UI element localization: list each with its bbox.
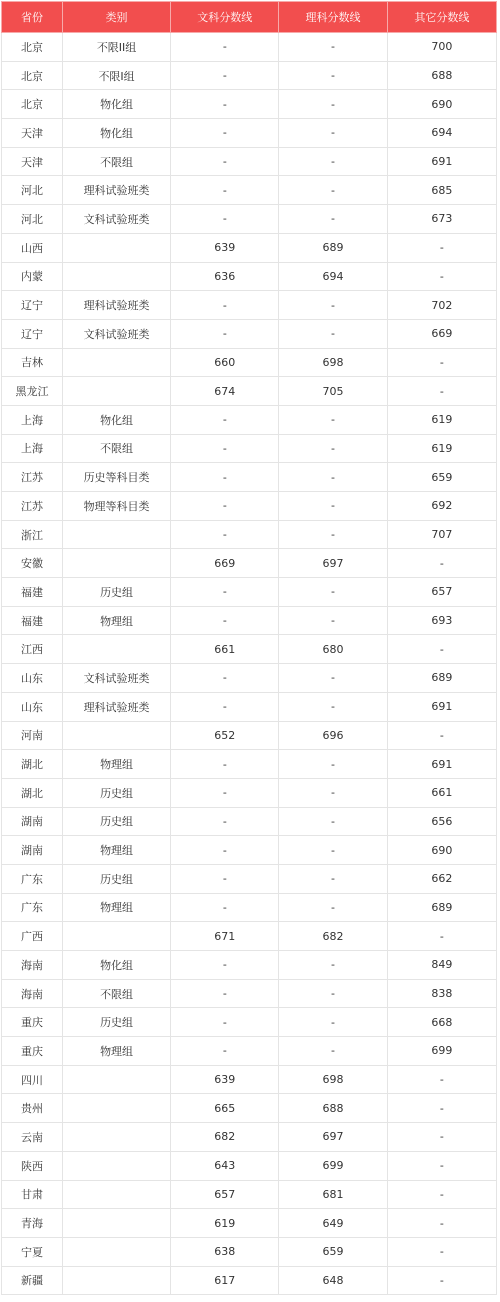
other-score-cell: -: [387, 1151, 496, 1180]
science-score-cell: -: [279, 807, 387, 836]
science-score-cell: 697: [279, 549, 387, 578]
other-score-cell: 692: [387, 492, 496, 521]
province-cell: 浙江: [2, 520, 63, 549]
arts-score-cell: -: [171, 33, 279, 62]
other-score-cell: -: [387, 721, 496, 750]
province-cell: 新疆: [2, 1266, 63, 1295]
table-row: [2, 61, 497, 90]
other-score-cell: 700: [387, 33, 496, 62]
category-cell: 历史组: [62, 578, 170, 607]
category-cell: [62, 262, 170, 291]
arts-score-cell: -: [171, 176, 279, 205]
other-score-cell: 693: [387, 606, 496, 635]
province-cell: 贵州: [2, 1094, 63, 1123]
science-score-cell: -: [279, 951, 387, 980]
score-table: [1, 1, 497, 1295]
table-row: [2, 549, 497, 578]
other-score-cell: 690: [387, 90, 496, 119]
other-score-cell: -: [387, 1123, 496, 1152]
science-score-cell: 682: [279, 922, 387, 951]
category-cell: 物理组: [62, 750, 170, 779]
other-score-cell: 699: [387, 1037, 496, 1066]
category-cell: [62, 1209, 170, 1238]
category-cell: [62, 1065, 170, 1094]
table-row: [2, 377, 497, 406]
province-cell: 北京: [2, 90, 63, 119]
table-row: [2, 578, 497, 607]
category-cell: 历史等科目类: [62, 463, 170, 492]
table-row: [2, 1237, 497, 1266]
table-body: [2, 33, 497, 1295]
province-cell: 宁夏: [2, 1237, 63, 1266]
other-score-cell: 689: [387, 893, 496, 922]
arts-score-cell: 619: [171, 1209, 279, 1238]
province-cell: 云南: [2, 1123, 63, 1152]
arts-score-cell: 617: [171, 1266, 279, 1295]
arts-score-cell: 669: [171, 549, 279, 578]
science-score-cell: -: [279, 578, 387, 607]
province-cell: 山东: [2, 664, 63, 693]
category-cell: [62, 1094, 170, 1123]
province-cell: 安徽: [2, 549, 63, 578]
arts-score-cell: -: [171, 606, 279, 635]
arts-score-cell: 643: [171, 1151, 279, 1180]
province-cell: 内蒙: [2, 262, 63, 291]
other-score-cell: 619: [387, 405, 496, 434]
table-row: [2, 348, 497, 377]
science-score-cell: -: [279, 664, 387, 693]
category-cell: [62, 1237, 170, 1266]
science-score-cell: 699: [279, 1151, 387, 1180]
category-cell: 历史组: [62, 807, 170, 836]
table-row: [2, 262, 497, 291]
category-cell: 物化组: [62, 90, 170, 119]
category-cell: 不限II组: [62, 33, 170, 62]
science-score-cell: -: [279, 119, 387, 148]
table-row: [2, 664, 497, 693]
province-cell: 天津: [2, 147, 63, 176]
other-score-cell: 694: [387, 119, 496, 148]
table-row: [2, 951, 497, 980]
table-row: [2, 1123, 497, 1152]
science-score-cell: -: [279, 492, 387, 521]
other-score-cell: 659: [387, 463, 496, 492]
province-cell: 河北: [2, 205, 63, 234]
province-cell: 河南: [2, 721, 63, 750]
province-cell: 北京: [2, 61, 63, 90]
province-cell: 湖南: [2, 807, 63, 836]
category-cell: 物化组: [62, 951, 170, 980]
province-cell: 黑龙江: [2, 377, 63, 406]
science-score-cell: -: [279, 434, 387, 463]
table-row: [2, 893, 497, 922]
science-score-cell: -: [279, 893, 387, 922]
province-cell: 湖北: [2, 778, 63, 807]
arts-score-cell: 657: [171, 1180, 279, 1209]
table-row: [2, 864, 497, 893]
header-arts-score: 文科分数线: [171, 2, 279, 33]
category-cell: 物理组: [62, 893, 170, 922]
table-row: [2, 1151, 497, 1180]
science-score-cell: 698: [279, 1065, 387, 1094]
category-cell: 理科试验班类: [62, 291, 170, 320]
category-cell: [62, 233, 170, 262]
other-score-cell: 702: [387, 291, 496, 320]
table-row: [2, 807, 497, 836]
province-cell: 福建: [2, 578, 63, 607]
other-score-cell: 691: [387, 692, 496, 721]
table-row: [2, 1180, 497, 1209]
arts-score-cell: 638: [171, 1237, 279, 1266]
category-cell: [62, 721, 170, 750]
arts-score-cell: 682: [171, 1123, 279, 1152]
table-row: [2, 692, 497, 721]
other-score-cell: 669: [387, 319, 496, 348]
province-cell: 江苏: [2, 463, 63, 492]
arts-score-cell: -: [171, 1037, 279, 1066]
arts-score-cell: 639: [171, 1065, 279, 1094]
arts-score-cell: -: [171, 119, 279, 148]
category-cell: 物理组: [62, 836, 170, 865]
category-cell: [62, 549, 170, 578]
category-cell: [62, 520, 170, 549]
other-score-cell: 657: [387, 578, 496, 607]
header-other-score: 其它分数线: [387, 2, 496, 33]
science-score-cell: -: [279, 520, 387, 549]
category-cell: 物化组: [62, 119, 170, 148]
table-row: [2, 750, 497, 779]
science-score-cell: -: [279, 33, 387, 62]
science-score-cell: -: [279, 205, 387, 234]
arts-score-cell: -: [171, 578, 279, 607]
table-row: [2, 778, 497, 807]
category-cell: [62, 922, 170, 951]
category-cell: [62, 1151, 170, 1180]
table-row: [2, 147, 497, 176]
science-score-cell: -: [279, 291, 387, 320]
science-score-cell: -: [279, 692, 387, 721]
other-score-cell: 673: [387, 205, 496, 234]
other-score-cell: -: [387, 1094, 496, 1123]
category-cell: [62, 635, 170, 664]
science-score-cell: -: [279, 1008, 387, 1037]
province-cell: 海南: [2, 979, 63, 1008]
table-row: [2, 1008, 497, 1037]
arts-score-cell: -: [171, 864, 279, 893]
category-cell: 历史组: [62, 864, 170, 893]
category-cell: [62, 1180, 170, 1209]
table-row: [2, 434, 497, 463]
arts-score-cell: 671: [171, 922, 279, 951]
table-row: [2, 176, 497, 205]
arts-score-cell: 665: [171, 1094, 279, 1123]
science-score-cell: -: [279, 319, 387, 348]
table-row: [2, 520, 497, 549]
province-cell: 上海: [2, 405, 63, 434]
province-cell: 山东: [2, 692, 63, 721]
category-cell: 理科试验班类: [62, 176, 170, 205]
arts-score-cell: -: [171, 979, 279, 1008]
province-cell: 辽宁: [2, 319, 63, 348]
table-row: [2, 922, 497, 951]
province-cell: 广西: [2, 922, 63, 951]
science-score-cell: 688: [279, 1094, 387, 1123]
province-cell: 广东: [2, 864, 63, 893]
other-score-cell: 656: [387, 807, 496, 836]
science-score-cell: 649: [279, 1209, 387, 1238]
header-category: 类别: [62, 2, 170, 33]
table-row: [2, 291, 497, 320]
science-score-cell: 648: [279, 1266, 387, 1295]
science-score-cell: 705: [279, 377, 387, 406]
science-score-cell: -: [279, 864, 387, 893]
arts-score-cell: -: [171, 520, 279, 549]
category-cell: [62, 348, 170, 377]
arts-score-cell: -: [171, 692, 279, 721]
table-row: [2, 1065, 497, 1094]
arts-score-cell: 639: [171, 233, 279, 262]
category-cell: 历史组: [62, 1008, 170, 1037]
arts-score-cell: 674: [171, 377, 279, 406]
category-cell: [62, 1266, 170, 1295]
province-cell: 重庆: [2, 1008, 63, 1037]
province-cell: 江苏: [2, 492, 63, 521]
arts-score-cell: -: [171, 319, 279, 348]
province-cell: 重庆: [2, 1037, 63, 1066]
arts-score-cell: 660: [171, 348, 279, 377]
category-cell: [62, 1123, 170, 1152]
other-score-cell: 691: [387, 147, 496, 176]
other-score-cell: -: [387, 262, 496, 291]
province-cell: 辽宁: [2, 291, 63, 320]
table-row: [2, 1209, 497, 1238]
science-score-cell: -: [279, 147, 387, 176]
other-score-cell: 691: [387, 750, 496, 779]
province-cell: 北京: [2, 33, 63, 62]
arts-score-cell: -: [171, 951, 279, 980]
province-cell: 陕西: [2, 1151, 63, 1180]
arts-score-cell: -: [171, 405, 279, 434]
other-score-cell: 849: [387, 951, 496, 980]
science-score-cell: -: [279, 1037, 387, 1066]
table-header: [2, 2, 497, 33]
province-cell: 福建: [2, 606, 63, 635]
other-score-cell: -: [387, 549, 496, 578]
province-cell: 青海: [2, 1209, 63, 1238]
arts-score-cell: -: [171, 90, 279, 119]
other-score-cell: 838: [387, 979, 496, 1008]
science-score-cell: -: [279, 750, 387, 779]
other-score-cell: 689: [387, 664, 496, 693]
arts-score-cell: -: [171, 664, 279, 693]
science-score-cell: -: [279, 61, 387, 90]
province-cell: 吉林: [2, 348, 63, 377]
other-score-cell: -: [387, 1237, 496, 1266]
category-cell: 物理等科目类: [62, 492, 170, 521]
province-cell: 广东: [2, 893, 63, 922]
header-row: [2, 2, 497, 33]
other-score-cell: 690: [387, 836, 496, 865]
science-score-cell: -: [279, 778, 387, 807]
province-cell: 山西: [2, 233, 63, 262]
province-cell: 湖北: [2, 750, 63, 779]
other-score-cell: -: [387, 233, 496, 262]
arts-score-cell: -: [171, 434, 279, 463]
science-score-cell: -: [279, 606, 387, 635]
table-row: [2, 90, 497, 119]
category-cell: 物理组: [62, 1037, 170, 1066]
table-row: [2, 606, 497, 635]
science-score-cell: -: [279, 463, 387, 492]
category-cell: 不限组: [62, 434, 170, 463]
category-cell: 理科试验班类: [62, 692, 170, 721]
category-cell: 文科试验班类: [62, 319, 170, 348]
other-score-cell: 662: [387, 864, 496, 893]
other-score-cell: 668: [387, 1008, 496, 1037]
category-cell: [62, 377, 170, 406]
province-cell: 江西: [2, 635, 63, 664]
province-cell: 甘肃: [2, 1180, 63, 1209]
science-score-cell: 680: [279, 635, 387, 664]
table-row: [2, 979, 497, 1008]
province-cell: 河北: [2, 176, 63, 205]
science-score-cell: 659: [279, 1237, 387, 1266]
other-score-cell: -: [387, 1209, 496, 1238]
science-score-cell: 689: [279, 233, 387, 262]
table-row: [2, 463, 497, 492]
arts-score-cell: -: [171, 807, 279, 836]
province-cell: 天津: [2, 119, 63, 148]
arts-score-cell: -: [171, 61, 279, 90]
arts-score-cell: -: [171, 205, 279, 234]
science-score-cell: -: [279, 979, 387, 1008]
category-cell: 不限I组: [62, 61, 170, 90]
science-score-cell: 698: [279, 348, 387, 377]
science-score-cell: 681: [279, 1180, 387, 1209]
other-score-cell: 688: [387, 61, 496, 90]
arts-score-cell: -: [171, 463, 279, 492]
table-row: [2, 721, 497, 750]
arts-score-cell: -: [171, 893, 279, 922]
arts-score-cell: 636: [171, 262, 279, 291]
science-score-cell: 697: [279, 1123, 387, 1152]
table-row: [2, 492, 497, 521]
category-cell: 文科试验班类: [62, 205, 170, 234]
arts-score-cell: -: [171, 492, 279, 521]
table-row: [2, 1037, 497, 1066]
table-row: [2, 205, 497, 234]
province-cell: 上海: [2, 434, 63, 463]
other-score-cell: 661: [387, 778, 496, 807]
arts-score-cell: -: [171, 836, 279, 865]
other-score-cell: 619: [387, 434, 496, 463]
science-score-cell: -: [279, 836, 387, 865]
other-score-cell: -: [387, 377, 496, 406]
science-score-cell: 696: [279, 721, 387, 750]
arts-score-cell: 652: [171, 721, 279, 750]
other-score-cell: 707: [387, 520, 496, 549]
table-row: [2, 1266, 497, 1295]
header-science-score: 理科分数线: [279, 2, 387, 33]
province-cell: 海南: [2, 951, 63, 980]
other-score-cell: -: [387, 1266, 496, 1295]
table-row: [2, 119, 497, 148]
category-cell: 物理组: [62, 606, 170, 635]
province-cell: 四川: [2, 1065, 63, 1094]
table-row: [2, 33, 497, 62]
other-score-cell: -: [387, 635, 496, 664]
category-cell: 不限组: [62, 979, 170, 1008]
science-score-cell: -: [279, 405, 387, 434]
arts-score-cell: -: [171, 147, 279, 176]
other-score-cell: -: [387, 922, 496, 951]
arts-score-cell: -: [171, 778, 279, 807]
category-cell: 文科试验班类: [62, 664, 170, 693]
category-cell: 不限组: [62, 147, 170, 176]
other-score-cell: -: [387, 1065, 496, 1094]
arts-score-cell: -: [171, 750, 279, 779]
header-province: 省份: [2, 2, 63, 33]
category-cell: 历史组: [62, 778, 170, 807]
table-row: [2, 233, 497, 262]
table-row: [2, 319, 497, 348]
arts-score-cell: -: [171, 1008, 279, 1037]
table-row: [2, 405, 497, 434]
science-score-cell: -: [279, 90, 387, 119]
arts-score-cell: 661: [171, 635, 279, 664]
province-cell: 湖南: [2, 836, 63, 865]
other-score-cell: -: [387, 348, 496, 377]
table-row: [2, 1094, 497, 1123]
arts-score-cell: -: [171, 291, 279, 320]
table-row: [2, 836, 497, 865]
other-score-cell: -: [387, 1180, 496, 1209]
science-score-cell: 694: [279, 262, 387, 291]
other-score-cell: 685: [387, 176, 496, 205]
table-row: [2, 635, 497, 664]
category-cell: 物化组: [62, 405, 170, 434]
science-score-cell: -: [279, 176, 387, 205]
